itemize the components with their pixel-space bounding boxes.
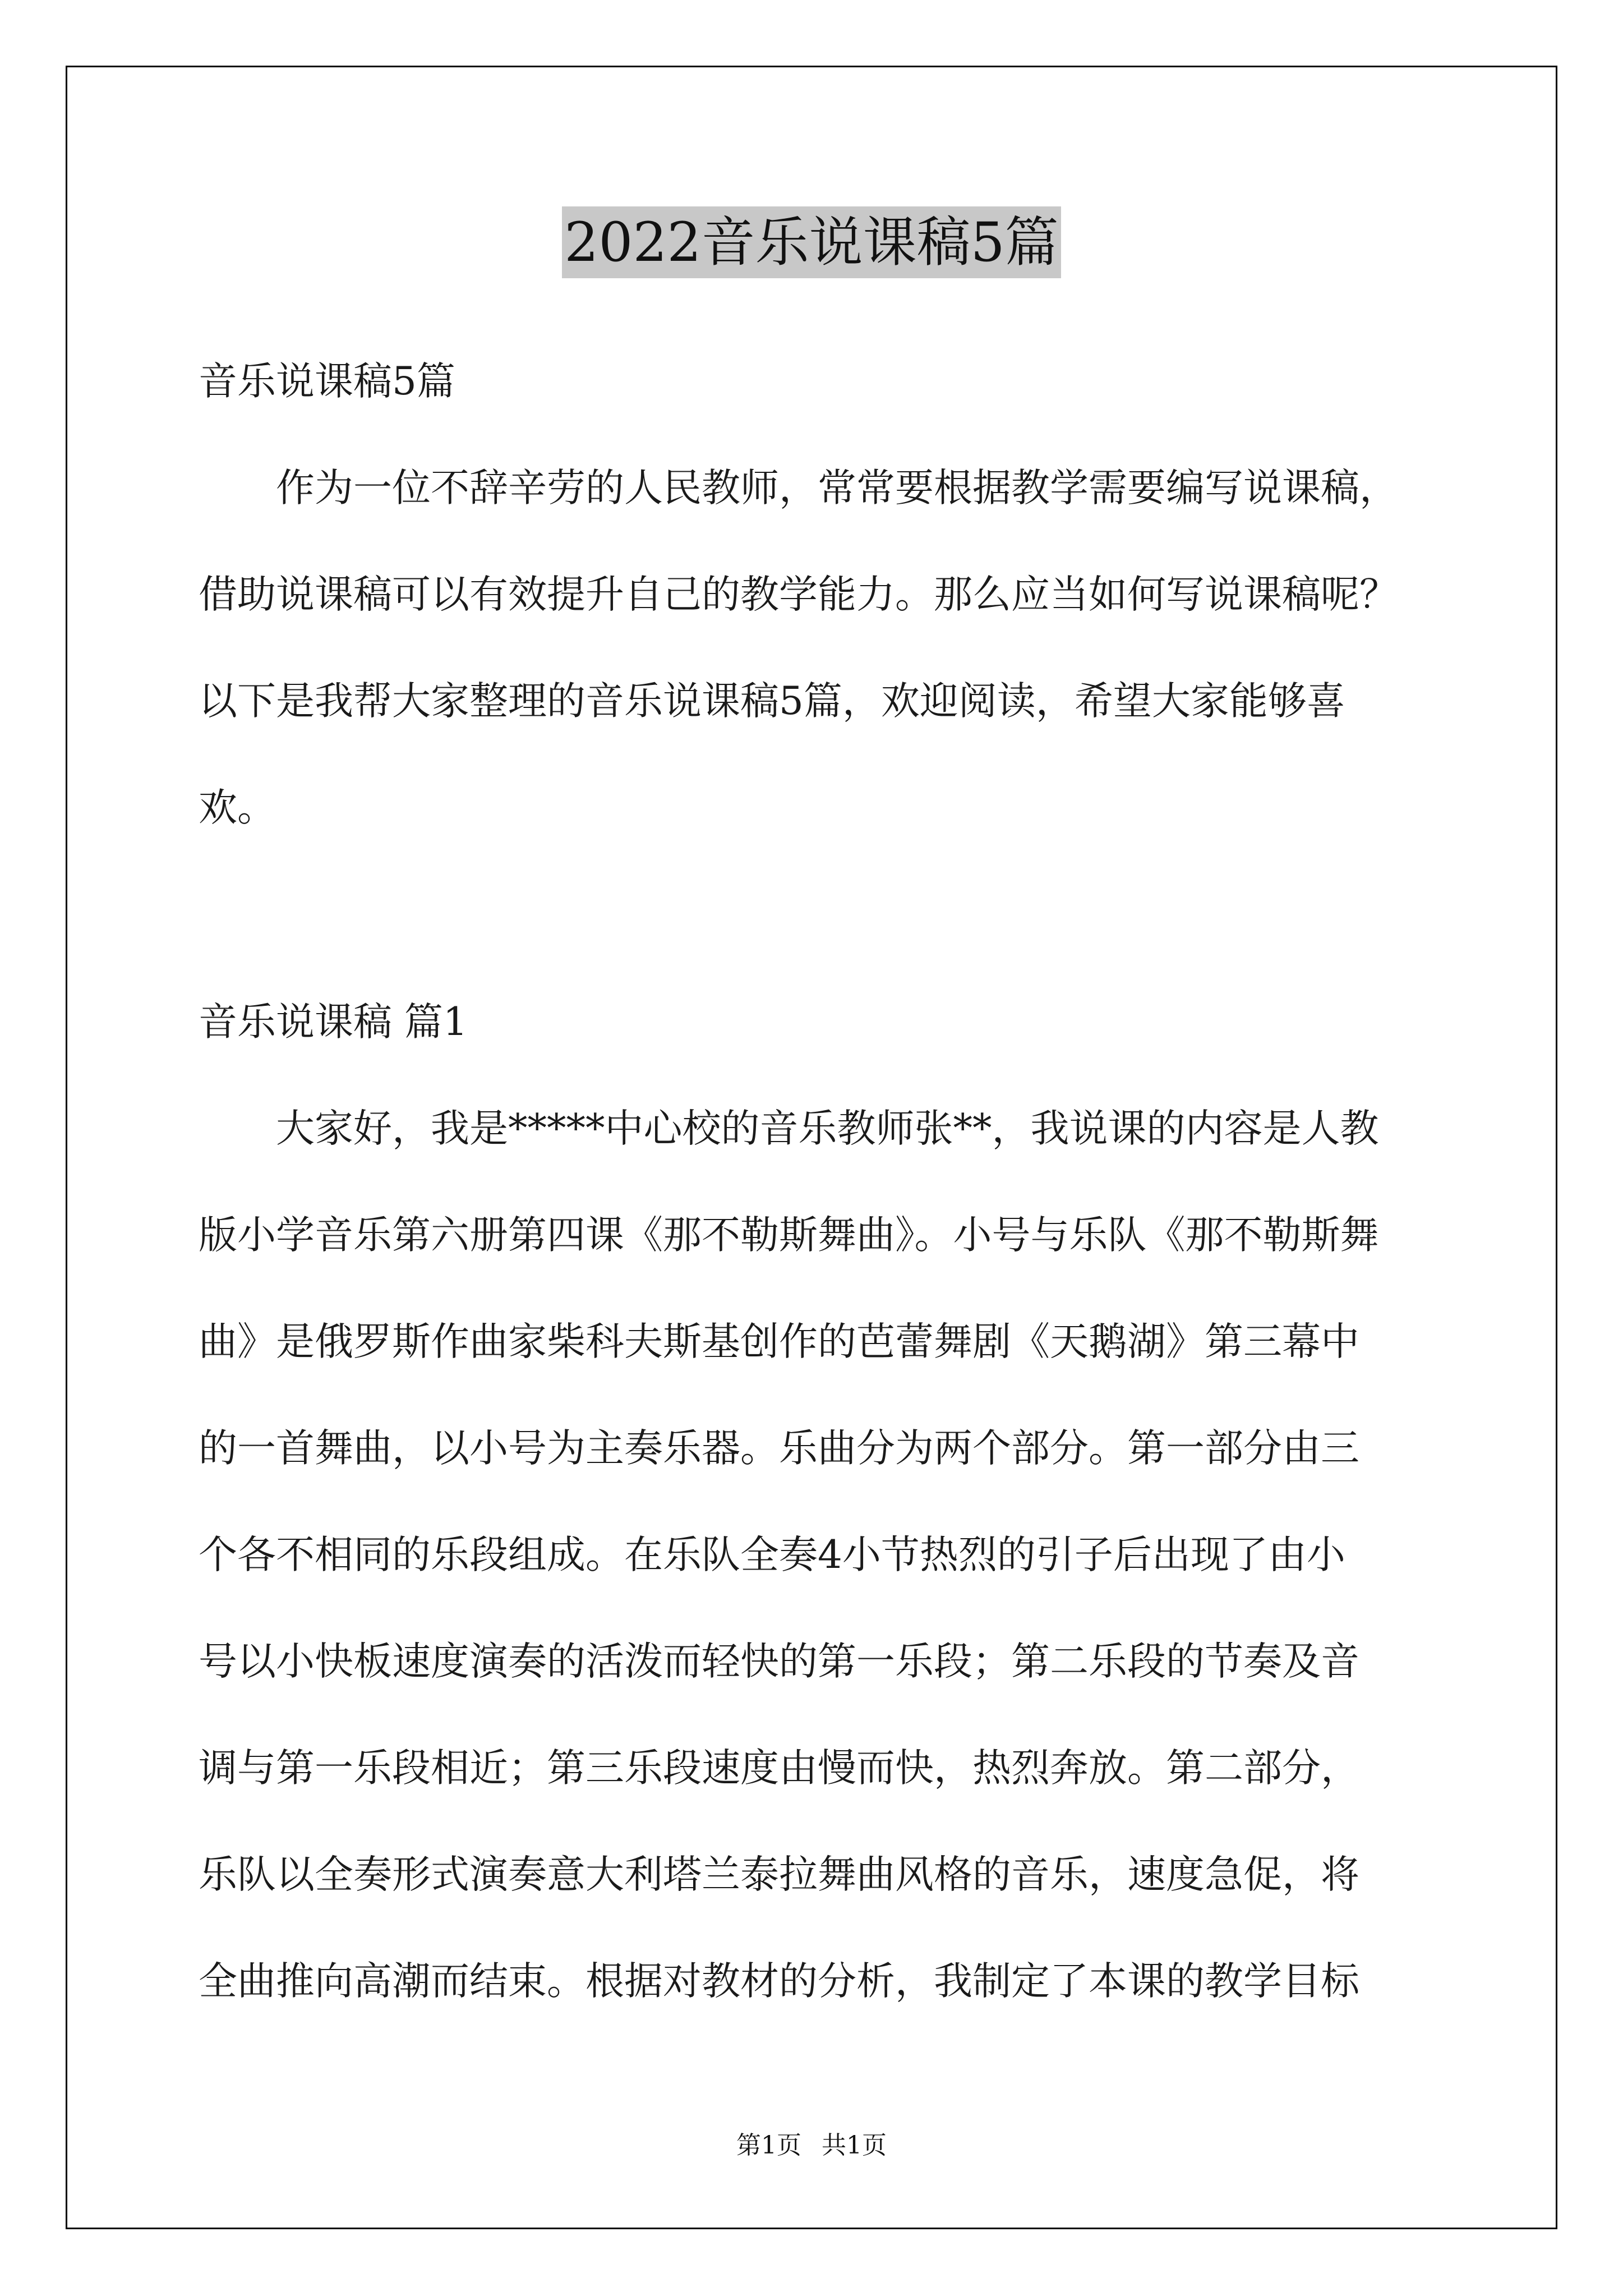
paragraph-line: 的一首舞曲，以小号为主奏乐器。乐曲分为两个部分。第一部分由三 xyxy=(199,1426,1359,1471)
page-footer xyxy=(0,2125,1623,2161)
paragraph-line: 调与第一乐段相近；第三乐段速度由慢而快，热烈奔放。第二部分， xyxy=(199,1746,1359,1791)
paragraph-line: 号以小快板速度演奏的活泼而轻快的第一乐段；第二乐段的节奏及音 xyxy=(199,1639,1359,1684)
document-title: 2022音乐说课稿5篇 xyxy=(562,206,1061,278)
intro-line: 欢。 xyxy=(199,785,276,830)
page-number: 第1页 xyxy=(736,2131,801,2160)
subtitle: 音乐说课稿5篇 xyxy=(199,359,455,404)
paragraph-line: 大家好，我是*****中心校的音乐教师张**，我说课的内容是人教 xyxy=(276,1106,1379,1151)
paragraph-line: 版小学音乐第六册第四课《那不勒斯舞曲》。小号与乐队《那不勒斯舞 xyxy=(199,1213,1379,1258)
page-total: 共1页 xyxy=(822,2131,887,2160)
paragraph-line: 曲》是俄罗斯作曲家柴科夫斯基创作的芭蕾舞剧《天鹅湖》第三幕中 xyxy=(199,1319,1359,1364)
paragraph-line: 全曲推向高潮而结束。根据对教材的分析，我制定了本课的教学目标 xyxy=(199,1959,1359,2004)
paragraph-line: 个各不相同的乐段组成。在乐队全奏4小节热烈的引子后出现了由小 xyxy=(199,1533,1345,1577)
title-container xyxy=(0,206,1623,278)
section-heading: 音乐说课稿 篇1 xyxy=(199,1000,468,1045)
intro-line: 作为一位不辞辛劳的人民教师，常常要根据教学需要编写说课稿， xyxy=(276,466,1398,510)
intro-line: 以下是我帮大家整理的音乐说课稿5篇，欢迎阅读，希望大家能够喜 xyxy=(199,679,1345,724)
intro-line: 借助说课稿可以有效提升自己的教学能力。那么应当如何写说课稿呢？ xyxy=(199,572,1398,617)
paragraph-line: 乐队以全奏形式演奏意大利塔兰泰拉舞曲风格的音乐，速度急促，将 xyxy=(199,1852,1359,1897)
